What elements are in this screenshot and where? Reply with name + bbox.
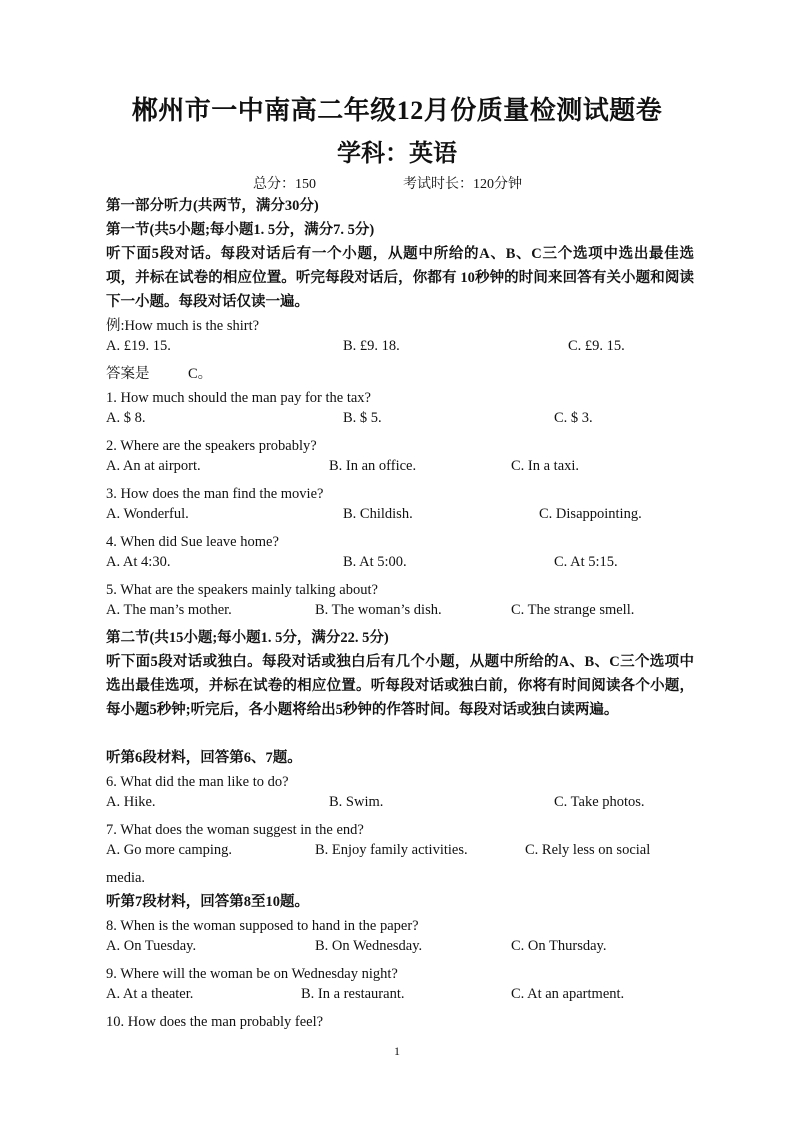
exam-subject: 学科：英语	[337, 141, 457, 167]
q2-option-c: C. In a taxi.	[511, 458, 580, 474]
q2-option-a: A. An at airport.	[106, 458, 201, 474]
q6-option-b: B. Swim.	[329, 794, 384, 810]
q5-option-b: B. The woman’s dish.	[315, 602, 442, 618]
q7-option-a: A. Go more camping.	[106, 842, 233, 858]
q7-option-c: C. Rely less on social	[525, 842, 651, 858]
q8-option-a: A. On Tuesday.	[106, 938, 197, 954]
q5-option-a: A. The man’s mother.	[106, 602, 232, 618]
section-two-instructions: 听下面5段对话或独白。每段对话或独白后有几个小题，从题中所给的A、B、C三个选项中选出最佳选项，并标在试卷的相应位置。听每段对话或独白前，你将有时间阅读各个小题，每小题5秒钟;听完后，各小题将给出5秒钟的作答时间。每段对话或独白读两遍。	[106, 654, 694, 718]
q5-option-c: C. The strange smell.	[511, 602, 635, 618]
q3-option-b: B. Childish.	[343, 506, 413, 522]
example-option-b: B. £9. 18.	[343, 338, 400, 354]
q7-option-c-wrap: media.	[106, 870, 146, 886]
q4-option-b: B. At 5:00.	[343, 554, 407, 570]
q3-option-a: A. Wonderful.	[106, 506, 189, 522]
question-7: 7. What does the woman suggest in the end?	[106, 822, 364, 838]
material-7-header: 听第7段材料，回答第8至10题。	[106, 894, 309, 910]
q4-option-a: A. At 4:30.	[106, 554, 171, 570]
question-8: 8. When is the woman supposed to hand in the paper?	[106, 918, 419, 934]
material-6-header: 听第6段材料，回答第6、7题。	[106, 750, 302, 766]
q7-option-b: B. Enjoy family activities.	[315, 842, 468, 858]
q4-option-c: C. At 5:15.	[554, 554, 618, 570]
example-question: 例:How much is the shirt?	[106, 318, 260, 334]
q9-option-a: A. At a theater.	[106, 986, 194, 1002]
question-1: 1. How much should the man pay for the tax?	[106, 390, 371, 406]
example-answer: C。	[188, 366, 213, 382]
q2-option-b: B. In an office.	[329, 458, 417, 474]
section-one-header: 第一节(共5小题;每小题1. 5分，满分7. 5分)	[106, 222, 375, 238]
question-2: 2. Where are the speakers probably?	[106, 438, 317, 454]
question-10: 10. How does the man probably feel?	[106, 1014, 324, 1030]
q9-option-c: C. At an apartment.	[511, 986, 625, 1002]
q1-option-a: A. $ 8.	[106, 410, 146, 426]
exam-duration: 考试时长：120分钟	[403, 177, 522, 192]
example-answer-label: 答案是	[106, 366, 150, 382]
question-6: 6. What did the man like to do?	[106, 774, 289, 790]
q6-option-c: C. Take photos.	[554, 794, 645, 810]
q8-option-b: B. On Wednesday.	[315, 938, 423, 954]
example-option-c: C. £9. 15.	[568, 338, 625, 354]
q1-option-b: B. $ 5.	[343, 410, 382, 426]
section-two-header: 第二节(共15小题;每小题1. 5分，满分22. 5分)	[106, 630, 389, 646]
q6-option-a: A. Hike.	[106, 794, 156, 810]
example-option-a: A. £19. 15.	[106, 338, 171, 354]
q3-option-c: C. Disappointing.	[539, 506, 642, 522]
part-one-header: 第一部分听力(共两节，满分30分)	[106, 198, 319, 214]
exam-title: 郴州市一中南高二年级12月份质量检测试题卷	[131, 96, 663, 125]
total-score: 总分：150	[253, 177, 316, 192]
section-one-instructions: 听下面5段对话。每段对话后有一个小题，从题中所给的A、B、C三个选项中选出最佳选项，并标在试卷的相应位置。听完每段对话后，你都有 10秒钟的时间来回答有关小题和阅读下一小题。每段对话仅读一遍。	[106, 246, 694, 310]
q8-option-c: C. On Thursday.	[511, 938, 607, 954]
q1-option-c: C. $ 3.	[554, 410, 593, 426]
question-5: 5. What are the speakers mainly talking about?	[106, 582, 378, 598]
q9-option-b: B. In a restaurant.	[301, 986, 405, 1002]
question-4: 4. When did Sue leave home?	[106, 534, 279, 550]
question-9: 9. Where will the woman be on Wednesday night?	[106, 966, 398, 982]
question-3: 3. How does the man find the movie?	[106, 486, 324, 502]
page-number: 1	[394, 1044, 400, 1058]
